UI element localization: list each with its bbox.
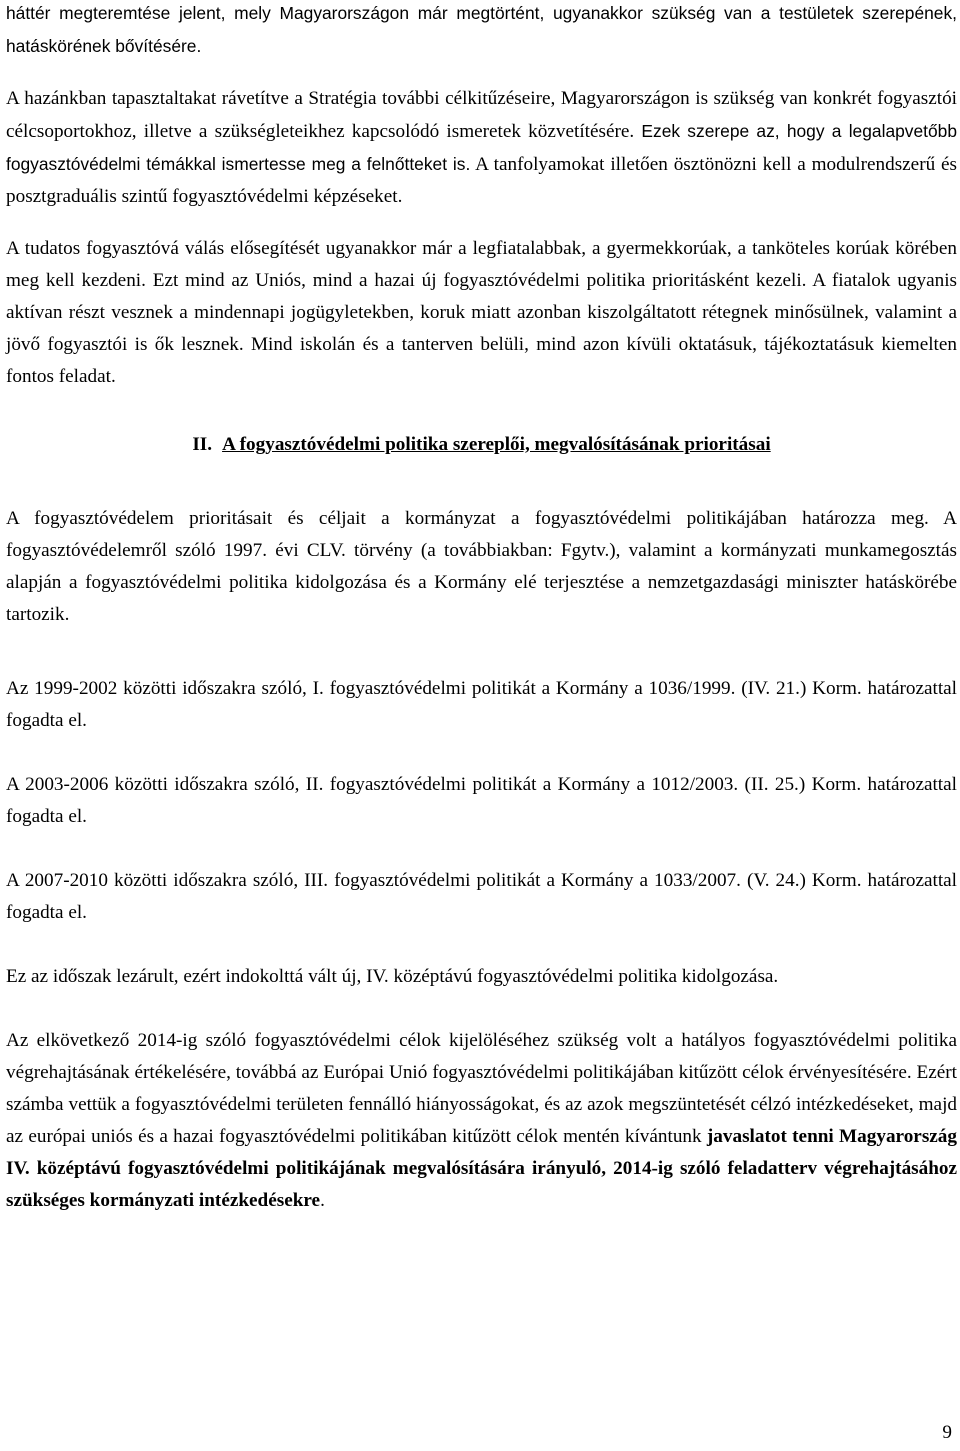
paragraph-3-sentence-b: Ezt mind az Uniós, mind a hazai új fogyasztóvédelmi politika prioritásként kezeli. xyxy=(152,270,807,291)
document-page xyxy=(6,0,957,1217)
paragraph-9-bold-text: javaslatot tenni Magyarország IV. középtávú fogyasztóvédelmi politikájának megvalósítására irányuló, 2014-ig szóló feladatterv végrehajtásához szükséges kormányzati intézkedésekre xyxy=(6,1126,957,1211)
section-heading-number: II. xyxy=(192,434,213,455)
paragraph-6-text: A 2003-2006 közötti időszakra szóló, II. fogyasztóvédelmi politikát a Kormány a 1012/2003. (II. 25.) Korm. határozattal fogadta el. xyxy=(6,774,957,827)
paragraph-1 xyxy=(6,0,957,63)
section-heading xyxy=(6,429,957,461)
paragraph-1-text: háttér megteremtése jelent, mely Magyarországon már megtörtént, ugyanakkor szükség van a testületek szerepének, hatáskörének bővítésére. xyxy=(6,3,957,56)
paragraph-5-text: Az 1999-2002 közötti időszakra szóló, I. fogyasztóvédelmi politikát a Kormány a 1036/1999. (IV. 21.) Korm. határozattal fogadta el. xyxy=(6,678,957,731)
section-heading-title: A fogyasztóvédelmi politika szereplői, megvalósításának prioritásai xyxy=(222,434,771,455)
paragraph-9-end: . xyxy=(320,1190,325,1211)
paragraph-3-sentence-a: A tudatos fogyasztóvá válás elősegítését ugyanakkor már a legfiatalabbak, a gyermekkorúak, a tanköteles korúak körében meg kell kezdeni. xyxy=(6,238,957,291)
paragraph-7 xyxy=(6,865,957,929)
paragraph-9 xyxy=(6,1025,957,1217)
paragraph-3-sentence-c: A fiatalok ugyanis aktívan részt vesznek a mindennapi jogügyletekben, koruk miatt azonban kiszolgáltatott rétegnek minősülnek, valamint a jövő fogyasztói is ők lesznek. Mind iskolán és a tanterven belüli, mind azon kívüli oktatásuk, tájékoztatásuk kiemelten fontos feladat. xyxy=(6,270,958,387)
paragraph-7-text: A 2007-2010 közötti időszakra szóló, III. fogyasztóvédelmi politikát a Kormány a 1033/2007. (V. 24.) Korm. határozattal fogadta el. xyxy=(6,870,957,923)
paragraph-2-sentence-b: Ezek szerepe az, hogy a legalapvetőbb fogyasztóvédelmi témákkal ismertesse meg a felnőtteket is. xyxy=(6,121,957,174)
page-number: 9 xyxy=(942,1422,952,1443)
paragraph-8-text: Ez az időszak lezárult, ezért indokolttá vált új, IV. középtávú fogyasztóvédelmi politika kidolgozása. xyxy=(6,966,779,987)
paragraph-4 xyxy=(6,503,957,631)
paragraph-2 xyxy=(6,83,957,213)
paragraph-5 xyxy=(6,673,957,737)
paragraph-2-sentence-a: A hazánkban tapasztaltakat rávetítve a Stratégia további célkitűzéseire, Magyarországon is szükség van konkrét fogyasztói célcsoportokhoz, illetve a szükségleteikhez kapcsolódó ismeretek közvetítésére. xyxy=(6,88,957,142)
paragraph-2-sentence-c: A tanfolyamokat illetően ösztönözni kell a modulrendszerű és posztgraduális szintű fogyasztóvédelmi képzéseket. xyxy=(6,154,957,207)
paragraph-4-text: A fogyasztóvédelem prioritásait és céljait a kormányzat a fogyasztóvédelmi politikájában határozza meg. A fogyasztóvédelemről szóló 1997. évi CLV. törvény (a továbbiakban: Fgytv.), valamint a kormányzati munkamegosztás alapján a fogyasztóvédelmi politika kidolgozása és a Kormány elé terjesztése a nemzetgazdasági miniszter hatáskörébe tartozik. xyxy=(6,508,957,625)
paragraph-9-text: Az elkövetkező 2014-ig szóló fogyasztóvédelmi célok kijelöléséhez szükség volt a hatályos fogyasztóvédelmi politika végrehajtásának értékelésére, továbbá az Európai Unió fogyasztóvédelmi politikájában kitűzött célok érvényesítésére. Ezért számba vettük a fogyasztóvédelmi területen fennálló hiányosságokat, és az azok megszüntetését célzó intézkedéseket, majd az európai uniós és a hazai fogyasztóvédelmi politikában kitűzött célok mentén kívántunk xyxy=(6,1030,957,1147)
paragraph-8 xyxy=(6,961,957,993)
paragraph-3 xyxy=(6,233,957,393)
paragraph-6 xyxy=(6,769,957,833)
